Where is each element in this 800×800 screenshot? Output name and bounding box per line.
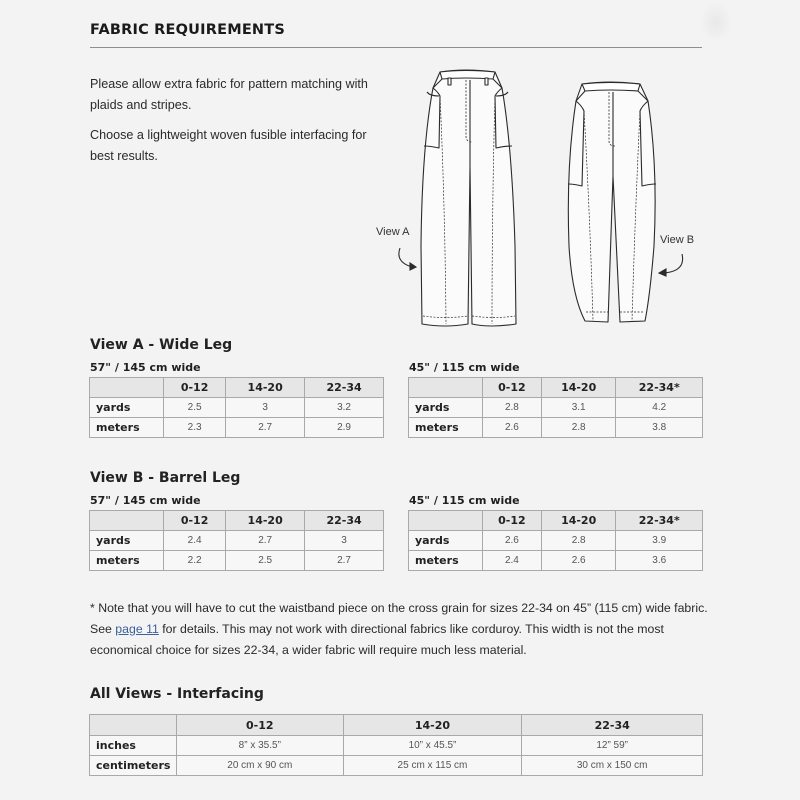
column-header: 22-34 bbox=[305, 378, 384, 398]
table-cell: 2.6 bbox=[483, 418, 542, 438]
table-corner bbox=[90, 378, 164, 398]
column-header: 0-12 bbox=[483, 511, 542, 531]
page-11-link[interactable]: page 11 bbox=[115, 622, 159, 636]
view-b-57-caption: 57" / 145 cm wide bbox=[90, 494, 201, 507]
table-row bbox=[409, 418, 703, 438]
row-label: meters bbox=[90, 551, 164, 571]
table-cell: 2.9 bbox=[305, 418, 384, 438]
table-cell: 2.8 bbox=[541, 531, 616, 551]
interfacing-table bbox=[89, 714, 703, 776]
table-cell: 8” x 35.5” bbox=[177, 736, 344, 756]
column-header: 14-20 bbox=[226, 378, 305, 398]
column-header: 22-34 bbox=[522, 715, 703, 736]
table-cell: 3 bbox=[305, 531, 384, 551]
column-header: 0-12 bbox=[483, 378, 542, 398]
table-cell: 2.4 bbox=[483, 551, 542, 571]
table-row bbox=[409, 551, 703, 571]
table-row bbox=[90, 398, 384, 418]
corner-shadow bbox=[700, 2, 732, 42]
view-b-45-caption: 45" / 115 cm wide bbox=[409, 494, 520, 507]
table-cell: 2.7 bbox=[226, 531, 305, 551]
view-a-label: View A bbox=[376, 226, 410, 238]
row-label: meters bbox=[90, 418, 164, 438]
column-header: 22-34 bbox=[305, 511, 384, 531]
table-cell: 2.7 bbox=[305, 551, 384, 571]
table-cell: 3.9 bbox=[616, 531, 703, 551]
table-row bbox=[90, 736, 703, 756]
row-label: yards bbox=[409, 398, 483, 418]
view-b-57-table bbox=[89, 510, 384, 571]
row-label: centimeters bbox=[90, 756, 177, 776]
view-b-arrow-icon bbox=[659, 254, 683, 276]
column-header: 14-20 bbox=[541, 378, 616, 398]
table-cell: 3.2 bbox=[305, 398, 384, 418]
view-b-45-table bbox=[408, 510, 703, 571]
table-cell: 10” x 45.5” bbox=[343, 736, 522, 756]
table-cell: 12” 59” bbox=[522, 736, 703, 756]
table-cell: 2.8 bbox=[483, 398, 542, 418]
table-cell: 2.5 bbox=[226, 551, 305, 571]
table-corner bbox=[90, 715, 177, 736]
view-a-57-caption: 57" / 145 cm wide bbox=[90, 361, 201, 374]
intro-text bbox=[90, 74, 380, 176]
view-a-45-caption: 45" / 115 cm wide bbox=[409, 361, 520, 374]
column-header: 0-12 bbox=[164, 511, 226, 531]
table-cell: 3.1 bbox=[541, 398, 616, 418]
table-corner bbox=[90, 511, 164, 531]
table-corner bbox=[409, 511, 483, 531]
column-header: 14-20 bbox=[226, 511, 305, 531]
table-header-row bbox=[90, 378, 384, 398]
pants-illustration bbox=[360, 66, 700, 336]
table-corner bbox=[409, 378, 483, 398]
row-label: yards bbox=[90, 531, 164, 551]
row-label: yards bbox=[90, 398, 164, 418]
intro-paragraph: Please allow extra fabric for pattern matching with plaids and stripes. bbox=[90, 77, 368, 112]
table-cell: 3.8 bbox=[616, 418, 703, 438]
page-title: FABRIC REQUIREMENTS bbox=[90, 22, 286, 38]
view-b-label: View B bbox=[660, 234, 695, 246]
table-cell: 2.5 bbox=[164, 398, 226, 418]
table-cell: 3 bbox=[226, 398, 305, 418]
column-header: 22-34* bbox=[616, 378, 703, 398]
view-a-57-table bbox=[89, 377, 384, 438]
table-cell: 2.3 bbox=[164, 418, 226, 438]
table-cell: 2.8 bbox=[541, 418, 616, 438]
table-header-row bbox=[90, 715, 703, 736]
interfacing-heading: All Views - Interfacing bbox=[90, 686, 264, 702]
table-row bbox=[90, 531, 384, 551]
pants-drawing bbox=[360, 66, 700, 336]
table-cell: 25 cm x 115 cm bbox=[343, 756, 522, 776]
table-cell: 2.6 bbox=[541, 551, 616, 571]
table-cell: 2.2 bbox=[164, 551, 226, 571]
view-a-heading: View A - Wide Leg bbox=[90, 337, 233, 353]
table-cell: 30 cm x 150 cm bbox=[522, 756, 703, 776]
row-label: yards bbox=[409, 531, 483, 551]
table-header-row bbox=[409, 511, 703, 531]
table-header-row bbox=[409, 378, 703, 398]
title-divider bbox=[90, 47, 702, 48]
table-row bbox=[409, 531, 703, 551]
intro-paragraph: Choose a lightweight woven fusible interfacing for best results. bbox=[90, 128, 367, 163]
table-cell: 2.6 bbox=[483, 531, 542, 551]
row-label: inches bbox=[90, 736, 177, 756]
table-cell: 4.2 bbox=[616, 398, 703, 418]
table-cell: 3.6 bbox=[616, 551, 703, 571]
view-a-45-table bbox=[408, 377, 703, 438]
note-text: * Note that you will have to cut the waistband piece on the cross grain for sizes 22-34 on 45” (115 cm) wide fabric. See bbox=[90, 601, 708, 636]
waistband-note bbox=[90, 598, 710, 661]
row-label: meters bbox=[409, 551, 483, 571]
row-label: meters bbox=[409, 418, 483, 438]
column-header: 0-12 bbox=[164, 378, 226, 398]
column-header: 0-12 bbox=[177, 715, 344, 736]
table-header-row bbox=[90, 511, 384, 531]
table-row bbox=[90, 756, 703, 776]
view-b-pants-drawing bbox=[568, 82, 656, 322]
column-header: 14-20 bbox=[343, 715, 522, 736]
view-a-arrow-icon bbox=[399, 248, 416, 270]
view-b-heading: View B - Barrel Leg bbox=[90, 470, 241, 486]
table-row bbox=[90, 551, 384, 571]
table-row bbox=[409, 398, 703, 418]
table-cell: 2.4 bbox=[164, 531, 226, 551]
table-cell: 20 cm x 90 cm bbox=[177, 756, 344, 776]
column-header: 22-34* bbox=[616, 511, 703, 531]
column-header: 14-20 bbox=[541, 511, 616, 531]
note-text: for details. This may not work with directional fabrics like corduroy. This width is not the most economical choice for sizes 22-34, a wider fabric will require much less material. bbox=[90, 622, 664, 657]
table-cell: 2.7 bbox=[226, 418, 305, 438]
view-a-pants-drawing bbox=[421, 70, 516, 326]
table-row bbox=[90, 418, 384, 438]
